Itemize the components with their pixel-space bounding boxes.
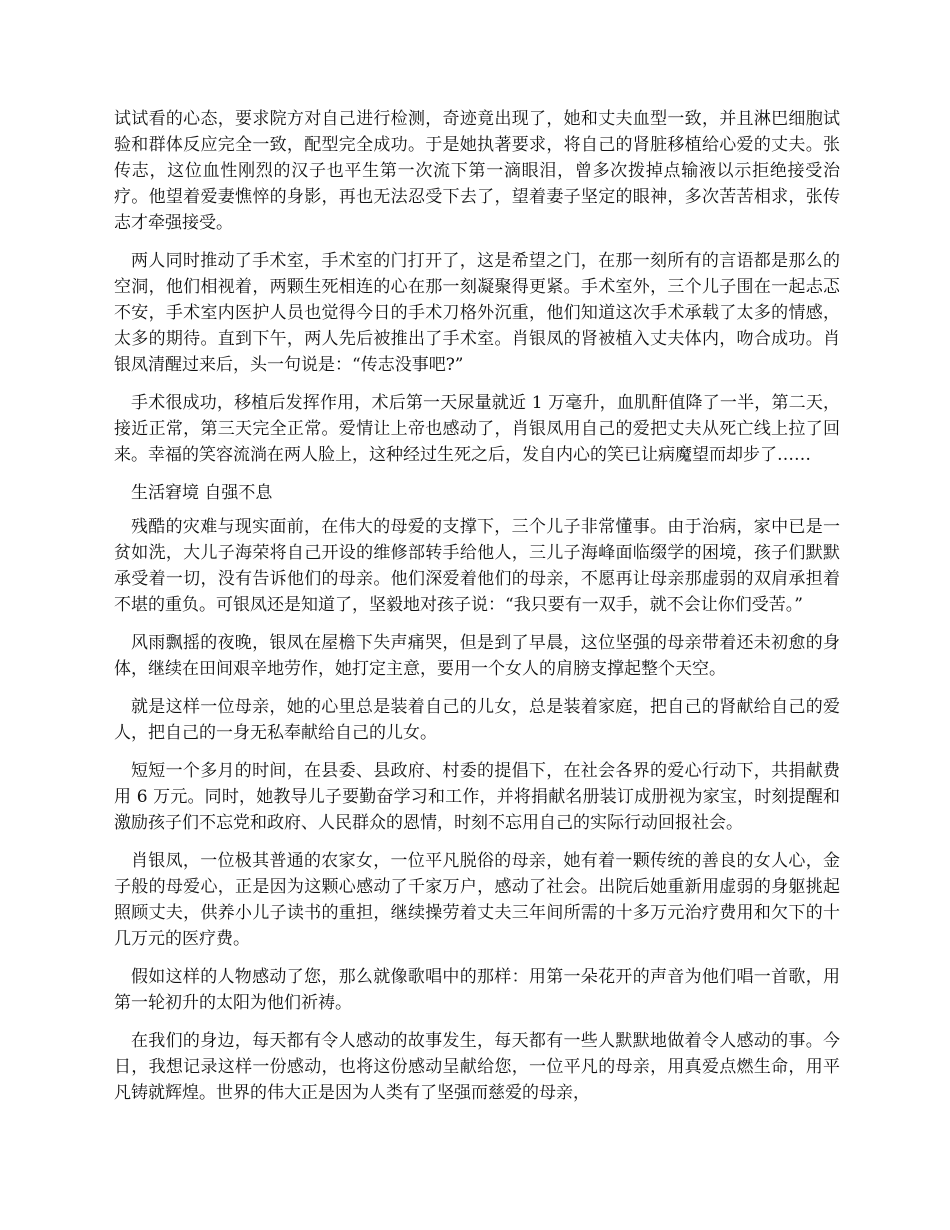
paragraph-donations: 短短一个多月的时间，在县委、县政府、村委的提倡下，在社会各界的爱心行动下，共捐献费用 6 万元。同时，她教导儿子要勤奋学习和工作，并将捐献名册装订成册视为家宝，时刻提醒和激励孩子们不忘党和政府、人民群众的恩情，时刻不忘用自己的实际行动回报社会。 [114,761,840,833]
paragraph-stormy-night: 风雨飘摇的夜晚，银凤在屋檐下失声痛哭，但是到了早晨，这位坚强的母亲带着还未初愈的身体，继续在田间艰辛地劳作，她打定主意，要用一个女人的肩膀支撑起整个天空。 [114,633,840,679]
paragraph-kidney-donation: 试试看的心态，要求院方对自己进行检测，奇迹竟出现了，她和丈夫血型一致，并且淋巴细胞试验和群体反应完全一致，配型完全成功。于是她执著要求，将自己的肾脏移植给心爱的丈夫。张传志，这位血性刚烈的汉子也平生第一次流下第一滴眼泪，曾多次拨掉点输液以示拒绝接受治疗。他望着爱妻憔悴的身影，再也无法忍受下去了，望着妻子坚定的眼神，多次苦苦相求，张传志才牵强接受。 [114,109,840,233]
section-heading: 生活窘境 自强不息 [131,483,273,503]
paragraph-closing: 在我们的身边，每天都有令人感动的故事发生，每天都有一些人默默地做着令人感动的事。今日，我想记录这样一份感动，也将这份感动呈献给您，一位平凡的母亲，用真爱点燃生命，用平凡铸就辉煌。世界的伟大正是因为人类有了坚强而慈爱的母亲， [114,1031,840,1103]
document-page [114,106,840,1118]
paragraph-surgery-success: 手术很成功，移植后发挥作用，术后第一天尿量就近 1 万毫升，血肌酐值降了一半，第二天，接近正常，第三天完全正常。爱情让上帝也感动了，肖银凤用自己的爱把丈夫从死亡线上拉了回来。幸福的笑容流淌在两人脸上，这种经过生死之后，发自内心的笑已让病魔望而却步了…… [114,393,840,465]
paragraph-sons-hardship: 残酷的灾难与现实面前，在伟大的母爱的支撑下，三个儿子非常懂事。由于治病，家中已是一贫如洗，大儿子海荣将自己开设的维修部转手给他人，三儿子海峰面临缀学的困境，孩子们默默承受着一切，没有告诉他们的母亲。他们深爱着他们的母亲，不愿再让母亲那虚弱的双肩承担着不堪的重负。可银凤还是知道了，坚毅地对孩子说：“我只要有一双手，就不会让你们受苦。” [114,517,840,615]
paragraph-surgery-room: 两人同时推动了手术室，手术室的门打开了，这是希望之门，在那一刻所有的言语都是那么的空洞，他们相视着，两颗生死相连的心在那一刻凝聚得更紧。手术室外，三个儿子围在一起忐忑不安，手术室内医护人员也觉得今日的手术刀格外沉重，他们知道这次手术承载了太多的情感，太多的期待。直到下午，两人先后被推出了手术室。肖银凤的肾被植入丈夫体内，吻合成功。肖银凤清醒过来后，头一句说是：“传志没事吧?” [114,251,840,375]
paragraph-if-moved: 假如这样的人物感动了您，那么就像歌唱中的那样：用第一朵花开的声音为他们唱一首歌，用第一轮初升的太阳为他们祈祷。 [114,967,840,1013]
paragraph-xiao-yinfeng: 肖银凤，一位极其普通的农家女，一位平凡脱俗的母亲，她有着一颗传统的善良的女人心，金子般的母爱心，正是因为这颗心感动了千家万户，感动了社会。出院后她重新用虚弱的身躯挑起照顾丈夫，供养小儿子读书的重担，继续操劳着丈夫三年间所需的十多万元治疗费用和欠下的十几万元的医疗费。 [114,851,840,949]
paragraph-mother-devotion: 就是这样一位母亲，她的心里总是装着自己的儿女，总是装着家庭，把自己的肾献给自己的爱人，把自己的一身无私奉献给自己的儿女。 [114,697,840,743]
